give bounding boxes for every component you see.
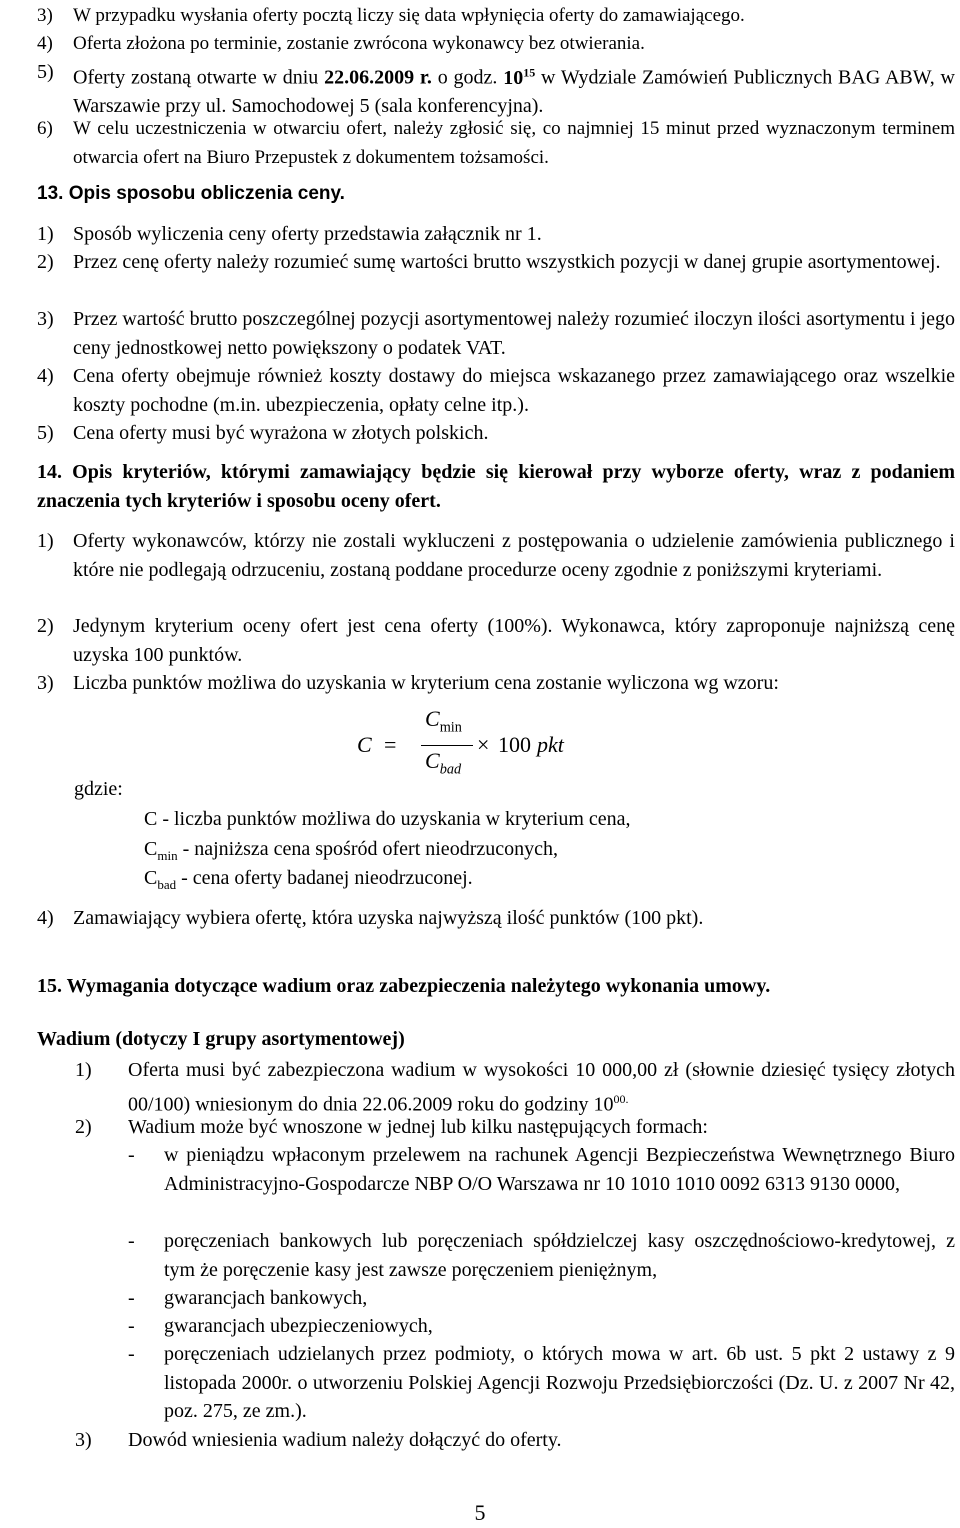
formula-equals: = <box>384 732 397 757</box>
formula-denominator: $C_{bad}$ <box>425 748 462 778</box>
section-heading-15: 15. Wymagania dotyczące wadium oraz zabezpieczenia należytego wykonania umowy. <box>37 975 771 997</box>
list-item: 3) Liczba punktów możliwa do uzyskania w kryterium cena zostanie wyliczona wg wzoru: <box>37 672 779 694</box>
list-item <box>37 2 955 31</box>
opening-date: 22.06.2009 r. <box>324 66 432 89</box>
item-number: 3) <box>37 5 53 26</box>
list-item: 1) Sposób wyliczenia ceny oferty przedstawia załącznik nr 1. <box>37 223 542 245</box>
wadium-form-item: - w pieniądzu wpłaconym przelewem na rachunek Agencji Bezpieczeństwa Wewnętrznego Biuro Administracyjno-Gospodarcze NBP O/O Warszawa nr 10 1010 1010 0092 6313 9130 0000, <box>128 1144 955 1195</box>
fraction-bar <box>421 745 473 746</box>
gdzie-label: gdzie: <box>74 778 123 800</box>
item-text: Oferta złożona po terminie, zostanie zwrócona wykonawcy bez otwierania. <box>73 33 645 54</box>
formula-lhs: C <box>357 732 372 757</box>
list-item: 4) Zamawiający wybiera ofertę, która uzyska najwyższą ilość punktów (100 pkt). <box>37 907 704 929</box>
list-item: 3) Dowód wniesienia wadium należy dołączyć do oferty. <box>75 1429 562 1451</box>
wadium-form-item: - gwarancjach ubezpieczeniowych, <box>128 1315 433 1337</box>
wadium-form-item: - gwarancjach bankowych, <box>128 1287 368 1309</box>
legend-item: C - liczba punktów możliwa do uzyskania w kryterium cena, <box>144 808 631 830</box>
list-item: 1) Oferta musi być zabezpieczona wadium w wysokości 10 000,00 zł (słownie dziesięć tysięcy złotych 00/100) wniesionym do dnia 22.06.2009 roku do godziny $10^{00.}$ <box>75 1059 955 1116</box>
item-text: W celu uczestniczenia w otwarciu ofert, należy zgłosić się, co najmniej 15 minut przed wyznaczonym terminem otwarcia ofert na Biuro Przepustek z dokumentem tożsamości. <box>73 118 955 168</box>
wadium-form-item: - poręczeniach bankowych lub poręczeniach spółdzielczej kasy oszczędnościowo-kredytowej, z tym że poręczenie kasy jest zawsze poręczeniem pieniężnym, <box>128 1230 955 1281</box>
list-item <box>37 115 955 172</box>
item-number: 5) <box>37 61 54 83</box>
list-item: 5) Cena oferty musi być wyrażona w złotych polskich. <box>37 422 489 444</box>
item-text: Oferty zostaną otwarte w dniu 22.06.2009 r. o godz. $10^{15}$ w Wydziale Zamówień Publicznych BAG ABW, w Warszawie przy ul. Samochodowej 5 (sala konferencyjna). <box>73 65 955 118</box>
formula-times: × <box>477 732 490 757</box>
list-item <box>37 30 955 59</box>
page-number: 5 <box>474 1500 486 1525</box>
formula-unit: pkt <box>537 732 564 757</box>
list-item: 2) Przez cenę oferty należy rozumieć sumę wartości brutto wszystkich pozycji w danej grupie asortymentowej. <box>37 251 941 273</box>
item-number: 6) <box>37 118 53 139</box>
list-item: 2) Wadium może być wnoszone w jednej lub kilku następujących formach: <box>75 1116 708 1138</box>
legend-item: $C_{min}$ - najniższa cena spośród ofert nieodrzuconych, <box>144 838 558 863</box>
wadium-subheading: Wadium (dotyczy I grupy asortymentowej) <box>37 1028 405 1050</box>
list-item <box>37 58 955 121</box>
item-text: W przypadku wysłania oferty pocztą liczy się data wpłynięcia oferty do zamawiającego. <box>73 5 745 26</box>
formula-factor: 100 <box>498 732 531 757</box>
list-item: 2) Jedynym kryterium oceny ofert jest cena oferty (100%). Wykonawca, który zaproponuje najniższą cenę uzyska 100 punktów. <box>37 615 955 666</box>
legend-item: $C_{bad}$ - cena oferty badanej nieodrzuconej. <box>144 867 473 892</box>
list-item: 4) Cena oferty obejmuje również koszty dostawy do miejsca wskazanego przez zamawiającego oraz wszelkie koszty pochodne (m.in. ubezpieczenia, opłaty celne itp.). <box>37 365 955 416</box>
section-heading-13: 13. Opis sposobu obliczenia ceny. <box>37 183 345 204</box>
formula-numerator: $C_{min}$ <box>425 706 462 736</box>
item-number: 4) <box>37 33 53 54</box>
wadium-form-item: - poręczeniach udzielanych przez podmioty, o których mowa w art. 6b ust. 5 pkt 2 ustawy z 9 listopada 2000r. o utworzeniu Polskiej Agencji Rozwoju Przedsiębiorczości (Dz. U. z 2007 Nr 42, poz. 275, ze zm.). <box>128 1343 955 1422</box>
list-item: 3) Przez wartość brutto poszczególnej pozycji asortymentowej należy rozumieć iloczyn ilości asortymentu i jego ceny jednostkowej netto powiększony o podatek VAT. <box>37 308 955 359</box>
opening-hour: $10^{15}$ <box>503 65 536 89</box>
score-formula <box>357 706 597 784</box>
section-heading-14: 14. Opis kryteriów, którymi zamawiający będzie się kierował przy wyborze oferty, wraz z podaniem znaczenia tych kryteriów i sposobu oceny ofert. <box>37 461 955 512</box>
list-item: 1) Oferty wykonawców, którzy nie zostali wykluczeni z postępowania o udzielenie zamówienia publicznego i które nie podlegają odrzuceniu, zostaną poddane procedurze oceny zgodnie z poniższymi kryteriami. <box>37 530 955 581</box>
